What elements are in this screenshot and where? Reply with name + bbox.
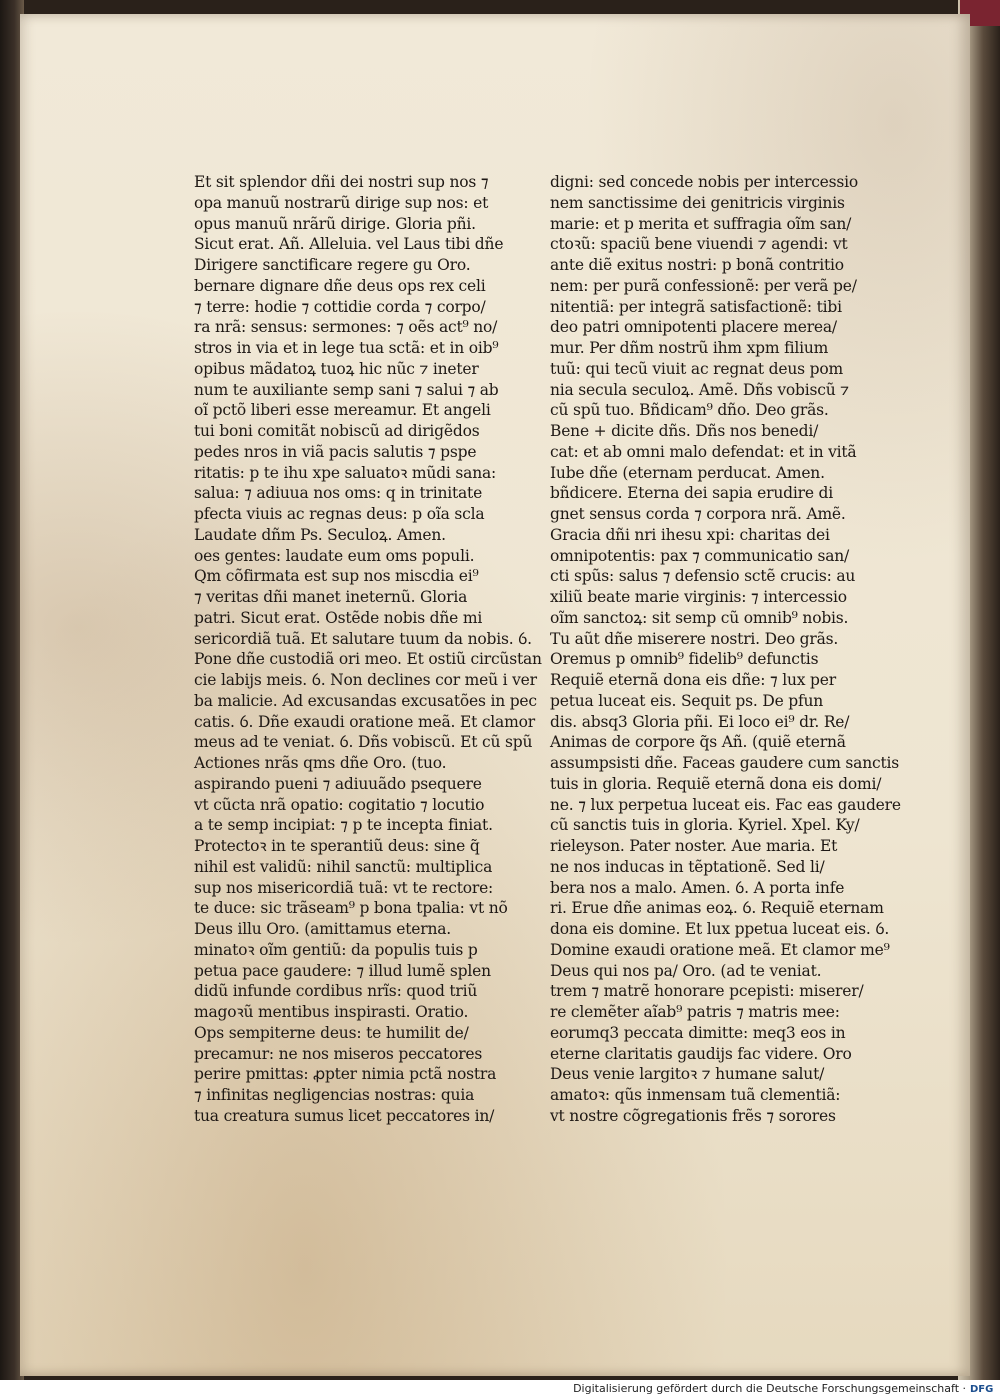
left-column-line: te duce: sic trãseam⁹ p bona tpalia: vt nõ — [194, 899, 508, 918]
left-column-line: Dirigere sanctificare regere gu Oro. — [194, 256, 471, 274]
right-column-line: Deus qui nos pa/ Oro. (ad te veniat. — [550, 961, 822, 980]
right-column-line: oĩm sanctoꝝ: sit semp cũ omnib⁹ nobis. — [550, 608, 849, 627]
left-column-line: catis. ỽ. Dñe exaudi oratione meã. Et clamor — [194, 712, 535, 731]
left-column-line: opibus mãdatoꝝ tuoꝝ hic nũc ⁊ ineter — [194, 359, 479, 378]
right-column-line: dis. absq3 Gloria pñi. Ei loco ei⁹ dr. Re/ — [550, 712, 850, 731]
right-column-line: petua luceat eis. Sequit ps. De pfun — [550, 691, 824, 710]
left-column-line: meus ad te veniat. ỽ. Dñs vobiscũ. Et cũ spũ — [194, 733, 533, 752]
right-column-line: Deus venie largitoꝛ ⁊ humane salut/ — [550, 1065, 825, 1084]
right-column-line: bñdicere. Eterna dei sapia erudire di — [550, 484, 834, 503]
right-column-line: ante diẽ exitus nostri: p bonã contritio — [550, 256, 844, 274]
left-column-line: patri. Sicut erat. Ostẽde nobis dñe mi — [194, 608, 483, 627]
left-column-line: ritatis: p te ihu xpe saluatoꝛ mũdi sana: — [194, 463, 497, 482]
left-column-line: pfecta viuis ac regnas deus: p oĩa scla — [194, 505, 485, 523]
left-column-line: Et sit splendor dñi dei nostri sup nos ⁊ — [194, 173, 489, 191]
right-column-line: amatoꝛ: qũs inmensam tuã clementiã: — [550, 1086, 841, 1104]
left-column-line: opa manuũ nostrarũ dirige sup nos: et — [194, 193, 489, 212]
right-column-line: Domine exaudi oratione meã. Et clamor me⁹ — [550, 940, 890, 959]
right-column-line: cat: et ab omni malo defendat: et in vitã — [550, 442, 857, 461]
right-column-line: re clemẽter aĩab⁹ patris ⁊ matris mee: — [550, 1003, 840, 1021]
left-column-line: pedes nros in viã pacis salutis ⁊ pspe — [194, 442, 477, 461]
right-column-line: digni: sed concede nobis per intercessio — [550, 173, 859, 191]
right-column-line: omnipotentis: pax ⁊ communicatio san/ — [550, 546, 850, 565]
left-column-line: perire pmittas: ꝓpter nimia pctã nostra — [194, 1065, 497, 1084]
left-column-line: oes gentes: laudate eum oms populi. — [194, 546, 475, 565]
left-column-line: tua creatura sumus licet peccatores in/ — [194, 1106, 495, 1125]
right-column-line: nem sanctissime dei genitricis virginis — [550, 193, 845, 212]
left-text-column — [194, 172, 542, 1127]
right-column-line: Tu aũt dñe miserere nostri. Deo grãs. — [550, 629, 839, 648]
left-column-line: Protectoꝛ in te sperantiũ deus: sine q̃ — [194, 837, 480, 855]
left-column-line: stros in via et in lege tua sctã: et in oib⁹ — [194, 339, 499, 357]
left-column-line: sup nos misericordiã tuã: vt te rectore: — [194, 878, 494, 897]
manuscript-page — [20, 14, 970, 1376]
right-column-line: cũ sanctis tuis in gloria. Kyriel. Xpel. Ky/ — [550, 816, 860, 835]
right-column-line: ri. Erue dñe animas eoꝝ. ỽ. Requiẽ eternam — [550, 899, 884, 918]
right-column-line: Animas de corpore q̃s Añ. (quiẽ eternã — [550, 733, 846, 752]
right-column-line: bera nos a malo. Amen. ỽ. A porta infe — [550, 878, 845, 897]
left-column-line: ⁊ terre: hodie ⁊ cottidie corda ⁊ corpo/ — [194, 297, 486, 316]
left-column-line: Laudate dñm Ps. Seculoꝝ. Amen. — [194, 525, 446, 544]
right-column-line: tuis in gloria. Requiẽ eternã dona eis domi/ — [550, 774, 882, 793]
left-column-line: aspirando pueni ⁊ adiuuãdo psequere — [194, 774, 482, 793]
right-column-line: rieleyson. Pater noster. Aue maria. Et — [550, 837, 838, 855]
right-column-line: gnet sensus corda ⁊ corpora nrã. Amẽ. — [550, 505, 846, 523]
left-column-line: salua: ⁊ adiuua nos oms: q in trinitate — [194, 484, 483, 503]
right-column-line: assumpsisti dñe. Faceas gaudere cum sanctis — [550, 754, 900, 772]
right-column-line: deo patri omnipotenti placere merea/ — [550, 318, 837, 337]
dfg-logo: DFG — [970, 1384, 994, 1395]
left-column-line: Deus illu Oro. (amittamus eterna. — [194, 920, 452, 938]
right-column-line: nia secula seculoꝝ. Amẽ. Dñs vobiscũ ⁊ — [550, 380, 849, 399]
left-column-line: nihil est validũ: nihil sanctũ: multiplica — [194, 857, 493, 876]
right-column-line: Requiẽ eternã dona eis dñe: ⁊ lux per — [550, 671, 836, 689]
left-column-line: opus manuũ nrãrũ dirige. Gloria pñi. — [194, 214, 476, 233]
left-column-line: Ops sempiterne deus: te humilit de/ — [194, 1023, 469, 1042]
left-column-line: petua pace gaudere: ⁊ illud lumẽ splen — [194, 961, 491, 980]
left-column-line: sericordiã tuã. Et salutare tuum da nobis. ỽ. — [194, 629, 532, 648]
left-column-line: Actiones nrãs qms dñe Oro. (tuo. — [194, 754, 447, 772]
left-column-line: vt cũcta nrã opatio: cogitatio ⁊ locutio — [194, 795, 485, 814]
left-column-line: Qm cõfirmata est sup nos miscdia ei⁹ — [194, 567, 479, 586]
footer-credit: Digitalisierung gefördert durch die Deutsche Forschungsgemeinschaft · — [573, 1382, 966, 1395]
right-column-line: xiliũ beate marie virginis: ⁊ intercessio — [550, 588, 847, 606]
right-column-line: vt nostre cõgregationis frẽs ⁊ sorores — [550, 1106, 836, 1125]
right-column-line: nitentiã: per integrã satisfactionẽ: tibi — [550, 297, 842, 316]
left-column-line: a te semp incipiat: ⁊ p te incepta finiat. — [194, 816, 493, 835]
left-column-line: Sicut erat. Añ. Alleluia. vel Laus tibi dñe — [194, 235, 504, 254]
left-column-line: ra nrã: sensus: sermones: ⁊ oẽs act⁹ no/ — [194, 318, 498, 337]
right-column-line: Gracia dñi nri ihesu xpi: charitas dei — [550, 525, 830, 544]
left-column-line: precamur: ne nos miseros peccatores — [194, 1044, 483, 1063]
right-column-line: marie: et p merita et suffragia oĩm san/ — [550, 214, 852, 233]
right-column-line: tuũ: qui tecũ viuit ac regnat deus pom — [550, 359, 843, 378]
right-column-line: cti spũs: salus ⁊ defensio sctẽ crucis: au — [550, 567, 856, 586]
right-column-line: Oremus p omnib⁹ fidelib⁹ defunctis — [550, 650, 819, 669]
right-column-line: mur. Per dñm nostrũ ihm xpm filium — [550, 339, 829, 357]
left-column-line: Pone dñe custodiã ori meo. Et ostiũ circũstan — [194, 650, 542, 669]
right-column-line: ctoꝛũ: spaciũ bene viuendi ⁊ agendi: vt — [550, 235, 848, 254]
left-column-line: didũ infunde cordibus nrĩs: quod triũ — [194, 982, 478, 1001]
left-column-line: cie labijs meis. ỽ. Non declines cor meũ i ver — [194, 671, 537, 689]
right-column-line: nem: per purã confessionẽ: per verã pe/ — [550, 276, 857, 295]
right-column-line: ne. ⁊ lux perpetua luceat eis. Fac eas gaudere — [550, 795, 901, 814]
right-column-line: cũ spũ tuo. Bñdicam⁹ dño. Deo grãs. — [550, 401, 829, 420]
left-column-line: tui boni comitãt nobiscũ ad dirigẽdos — [194, 422, 480, 440]
left-column-line: minatoꝛ oĩm gentiũ: da populis tuis p — [194, 940, 478, 959]
right-column-line: ne nos inducas in tẽptationẽ. Sed li/ — [550, 857, 825, 876]
right-text-column — [550, 172, 901, 1127]
right-column-line: Bene + dicite dñs. Dñs nos benedi/ — [550, 422, 819, 440]
left-column-line: oĩ pctõ liberi esse mereamur. Et angeli — [194, 401, 491, 420]
left-column-line: num te auxiliante semp sani ⁊ salui ⁊ ab — [194, 380, 499, 399]
right-column-line: eorumq3 peccata dimitte: meq3 eos in — [550, 1023, 846, 1042]
left-column-line: ba malicie. Ad excusandas excusatões in pec — [194, 691, 537, 710]
left-column-line: magoꝛũ mentibus inspirasti. Oratio. — [194, 1003, 469, 1021]
footer-bar — [0, 1380, 1000, 1400]
left-column-line: ⁊ infinitas negligencias nostras: quia — [194, 1086, 475, 1104]
right-column-line: Iube dñe (eternam perducat. Amen. — [550, 463, 825, 482]
left-column-line: bernare dignare dñe deus ops rex celi — [194, 276, 486, 295]
right-column-line: dona eis domine. Et lux ppetua luceat eis. ỽ. — [550, 920, 890, 938]
left-column-line: ⁊ veritas dñi manet ineternũ. Gloria — [194, 588, 468, 606]
right-column-line: trem ⁊ matrẽ honorare pcepisti: miserer/ — [550, 982, 864, 1001]
right-column-line: eterne claritatis gaudijs fac videre. Oro — [550, 1044, 852, 1063]
